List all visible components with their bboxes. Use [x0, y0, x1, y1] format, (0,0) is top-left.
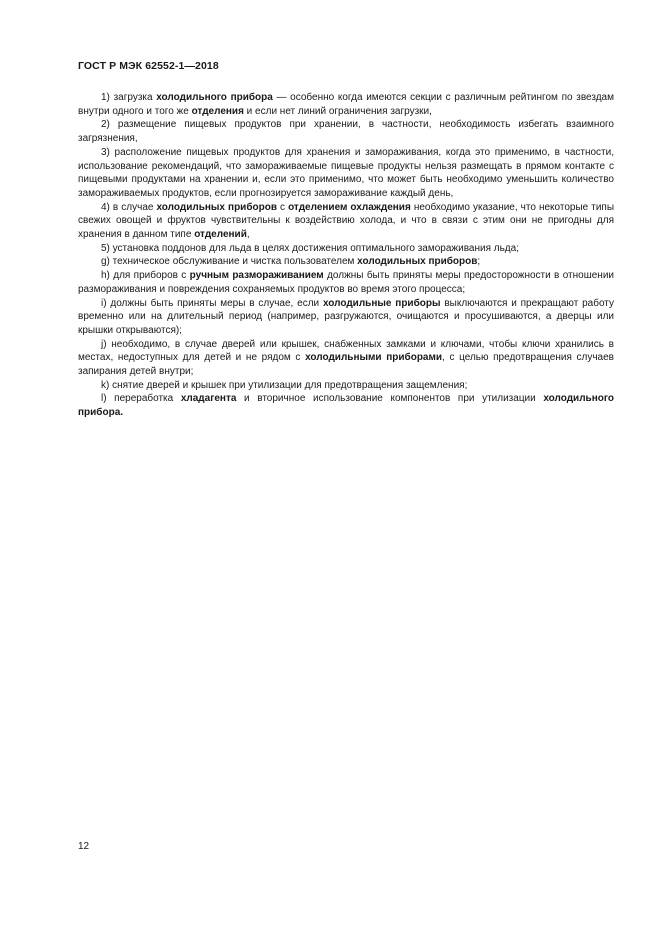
page-number: 12	[78, 841, 90, 852]
defined-term: холодильного прибора	[156, 92, 273, 103]
text-run: , с целью предотвращения случаев запирания детей внутри;	[78, 352, 614, 378]
defined-term: холодильного прибора.	[78, 393, 614, 419]
text-run: l) переработка	[101, 393, 181, 405]
body-paragraph	[78, 118, 614, 145]
text-run: 3) расположение пищевых продуктов для хранения и замораживания, когда это применимо, в частности, использование рекомендаций, что замораживаемые пищевые продукты нельзя размещать в прямом контакте с пищевыми продуктами на хранении и, если это применимо, что может быть необходимо уменьшить количество замораживаемых продуктов, если прогнозируется замораживание каждый день,	[78, 146, 614, 199]
text-run: — особенно когда имеются секции с различным рейтингом по звездам внутри одного и того же	[78, 92, 614, 117]
defined-term: отделением охлаждения	[288, 201, 411, 213]
body-paragraph	[78, 91, 614, 118]
text-run: и вторичное использование компонентов при утилизации	[236, 393, 544, 405]
body-paragraph	[78, 379, 614, 393]
defined-term: холодильных приборов	[357, 256, 478, 268]
body-paragraph	[78, 255, 614, 269]
text-run: ;	[477, 256, 481, 268]
body-paragraph	[78, 392, 614, 419]
text-run: k) снятие дверей и крышек при утилизации для предотвращения защемления;	[101, 379, 468, 391]
body-paragraph	[78, 146, 614, 201]
text-run: ,	[246, 229, 250, 241]
text-run: 4) в случае	[101, 201, 157, 213]
text-run: выключаются и прекращают работу временно или на длительный период (например, разгружаются, очищаются и просушиваются, а дверцы или крышки открываются);	[78, 297, 615, 336]
text-run: 1) загрузка	[101, 92, 157, 103]
body-paragraph	[78, 269, 614, 296]
defined-term: холодильные приборы	[322, 297, 441, 309]
defined-term: хладагента	[180, 393, 237, 405]
body-paragraph	[78, 201, 614, 242]
text-run: h) для приборов с	[101, 270, 190, 282]
defined-term: холодильными приборами	[305, 352, 443, 364]
body-paragraph	[78, 297, 614, 338]
body-paragraph	[78, 338, 614, 379]
text-run: необходимо указание, что некоторые типы свежих овощей и фруктов чувствительны к воздействию холода, и что в связи с этим они не пригодны для хранения в данном типе	[78, 201, 615, 241]
defined-term: отделений	[194, 229, 247, 241]
text-run: и если нет линий ограничения загрузки,	[243, 105, 432, 117]
document-body	[78, 91, 614, 420]
text-run: i) должны быть приняты меры в случае, если	[101, 297, 323, 309]
defined-term: отделения	[191, 105, 244, 117]
text-run: должны быть приняты меры предосторожности в отношении размораживания и повреждения сохраняемых продуктов во время этого процесса;	[78, 270, 614, 295]
text-run: g) техническое обслуживание и чистка пользователем	[101, 256, 358, 268]
defined-term: холодильных приборов	[156, 201, 277, 213]
text-run: j) необходимо, в случае дверей или крышек, снабженных замками и ключами, чтобы ключи хранились в местах, недоступных для детей и не рядом с	[78, 338, 614, 364]
text-run: 5) установка поддонов для льда в целях достижения оптимального замораживания льда;	[101, 242, 519, 254]
text-run: 2) размещение пищевых продуктов при хранении, в частности, необходимость избегать взаимного загрязнения,	[78, 119, 614, 145]
defined-term: ручным размораживанием	[189, 270, 324, 282]
standard-header: ГОСТ Р МЭК 62552-1—2018	[78, 60, 219, 72]
text-run: с	[276, 201, 289, 213]
body-paragraph	[78, 242, 614, 256]
